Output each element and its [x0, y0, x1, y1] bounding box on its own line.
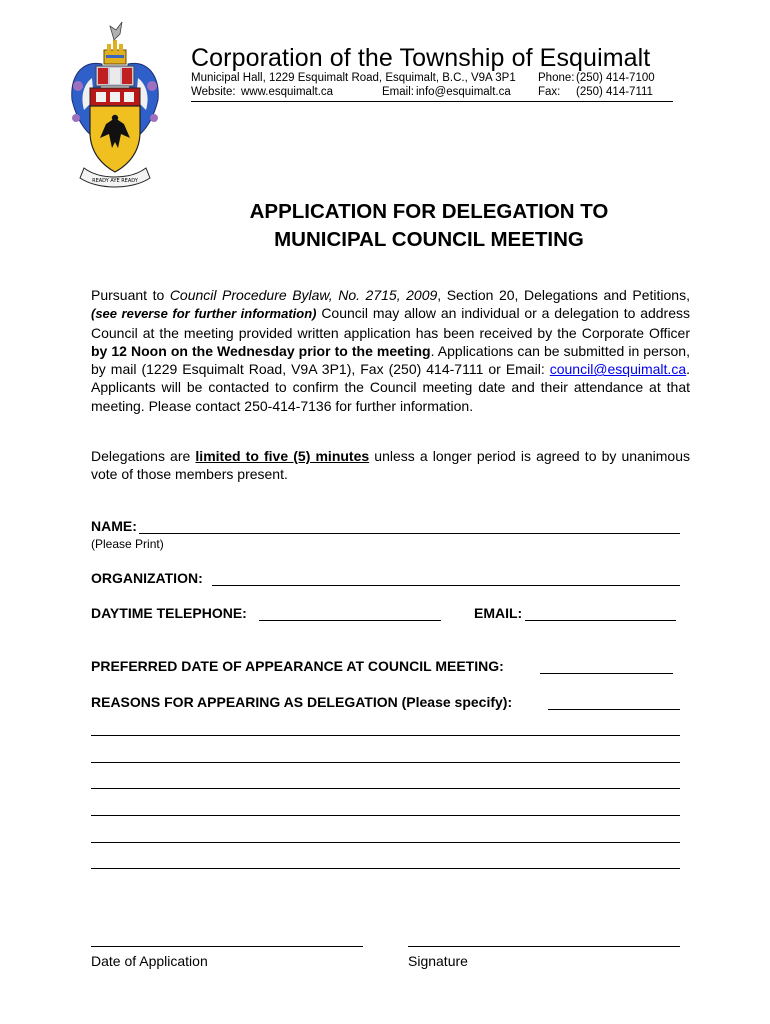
date-of-application-field[interactable] [91, 946, 363, 947]
preferred-date-label: PREFERRED DATE OF APPEARANCE AT COUNCIL MEETING: [91, 658, 504, 674]
reasons-field-line-0[interactable] [548, 709, 680, 710]
signature-label: Signature [408, 953, 468, 969]
reasons-label: REASONS FOR APPEARING AS DELEGATION (Please specify): [91, 694, 513, 710]
phone-label: Phone: [538, 72, 575, 84]
website-label: Website: [191, 86, 236, 98]
crest-motto: READY AYE READY [92, 178, 138, 184]
reasons-field-line-6[interactable] [91, 868, 680, 869]
form-title-line-1: APPLICATION FOR DELEGATION TO [249, 200, 609, 223]
phone-number: (250) 414-7100 [576, 72, 655, 84]
organization-label: ORGANIZATION: [91, 570, 203, 586]
fax-number: (250) 414-7111 [576, 86, 653, 98]
date-of-application-label: Date of Application [91, 953, 208, 969]
daytime-telephone-label: DAYTIME TELEPHONE: [91, 605, 247, 621]
name-hint: (Please Print) [91, 537, 164, 551]
time-limit-emphasis: limited to five (5) minutes [195, 448, 370, 464]
header-divider [191, 101, 673, 102]
township-crest-logo [62, 20, 166, 188]
daytime-telephone-field[interactable] [259, 620, 441, 621]
council-email-link[interactable]: council@esquimalt.ca [549, 361, 687, 378]
email-field-label: EMAIL: [474, 605, 523, 621]
header-email[interactable]: info@esquimalt.ca [416, 86, 511, 98]
organization-field[interactable] [212, 585, 680, 586]
website-url[interactable]: www.esquimalt.ca [241, 86, 334, 98]
fax-label: Fax: [538, 86, 561, 98]
preferred-date-field[interactable] [540, 673, 673, 674]
bylaw-reference: Council Procedure Bylaw, No. 2715, 2009 [169, 287, 438, 303]
time-limit-paragraph: Delegations are limited to five (5) minutes unless a longer period is agreed to by unanimous vote of those members present. [91, 448, 690, 483]
email-field[interactable] [525, 620, 676, 621]
reasons-field-line-3[interactable] [91, 788, 680, 789]
name-label: NAME: [91, 518, 137, 534]
signature-field[interactable] [408, 946, 680, 947]
header-email-label: Email: [382, 86, 414, 98]
organization-title: Corporation of the Township of Esquimalt [191, 44, 651, 72]
reasons-field-line-5[interactable] [91, 842, 680, 843]
address: Municipal Hall, 1229 Esquimalt Road, Esquimalt, B.C., V9A 3P1 [191, 72, 516, 84]
see-reverse-note: (see reverse for further information) [91, 306, 317, 322]
form-title-line-2: MUNICIPAL COUNCIL MEETING [274, 228, 584, 251]
reasons-field-line-4[interactable] [91, 815, 680, 816]
reasons-field-line-1[interactable] [91, 735, 680, 736]
intro-paragraph: Pursuant to Council Procedure Bylaw, No. 2715, 2009, Section 20, Delegations and Petitions, (see reverse for further information) Council may allow an individual or a delegation to address Council at the meeting provided written application has been received by the Corporate Officer by 12 Noon on the Wednesday prior to the meeting. Applications can be submitted in person, by mail (1229 Esquimalt Road, V9A 3P1), Fax (250) 414-7111 or Email: council@esquimalt.ca. Applicants will be contacted to confirm the Council meeting date and their attendance at that meeting. Please contact 250-414-7136 for further information. [91, 287, 690, 414]
reasons-field-line-2[interactable] [91, 762, 680, 763]
name-field[interactable] [139, 533, 680, 534]
deadline-text: by 12 Noon on the Wednesday prior to the meeting [91, 342, 431, 359]
